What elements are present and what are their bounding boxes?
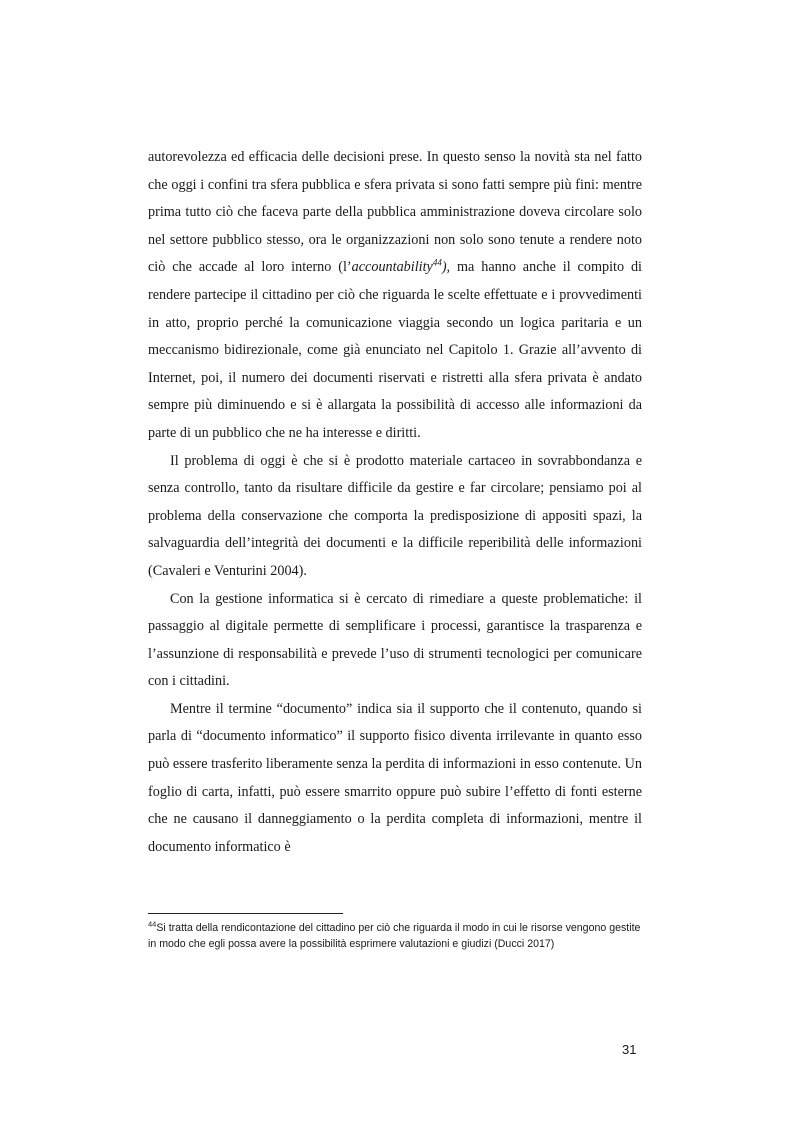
paragraph-1 xyxy=(148,144,642,448)
footnote-divider xyxy=(148,913,343,914)
footnote-number: 44 xyxy=(148,919,157,929)
footnote-reference[interactable]: 44 xyxy=(432,257,442,268)
page-number: 31 xyxy=(622,1042,637,1057)
footnote xyxy=(148,920,642,952)
paragraph-2: Il problema di oggi è che si è prodotto materiale cartaceo in sovrabbondanza e senza controllo, tanto da risultare difficile da gestire e far circolare; pensiamo poi al problema della conservazione che comporta la predisposizione di appositi spazi, la salvaguardia dell’integrità dei documenti e la difficile reperibilità delle informazioni (Cavaleri e Venturini 2004). xyxy=(148,452,642,579)
paragraph-4: Mentre il termine “documento” indica sia il supporto che il contenuto, quando si parla di “documento informatico” il supporto fisico diventa irrilevante in quanto esso può essere trasferito liberamente senza la perdita di informazioni in esso contenute. Un foglio di carta, infatti, può essere smarrito oppure può subire l’effetto di fonti esterne che ne causano il danneggiamento o la perdita completa di informazioni, mentre il documento informatico è xyxy=(148,700,642,855)
paragraph-1-text: autorevolezza ed efficacia delle decisioni prese. In questo senso la novità sta nel fatto che oggi i confini tra sfera pubblica e sfera privata si sono fatti sempre più fini: mentre prima tutto ciò che faceva parte della pubblica amministrazione doveva circolare solo nel settore pubblico stesso, ora le organizzazioni non solo sono tenute a rendere noto ciò che accade al loro interno (l’ xyxy=(148,149,642,276)
accountability-term: accountability$^{44}$), xyxy=(351,257,451,276)
paragraph-1-continuation: ma hanno anche il compito di rendere partecipe il cittadino per ciò che riguarda le scelte effettuate e i provvedimenti in atto, proprio perché la comunicazione viaggia secondo un logica paritaria e un meccanismo bidirezionale, come già enunciato nel Capitolo 1. Grazie all’avvento di Internet, poi, il numero dei documenti riservati e ristretti alla sfera privata è andato sempre più diminuendo e si è allargata la possibilità di accesso alle informazioni da parte di un pubblico che ne ha interesse e diritti. xyxy=(148,259,642,441)
body-text xyxy=(148,144,642,861)
paragraph-3: Con la gestione informatica si è cercato di rimediare a queste problematiche: il passaggio al digitale permette di semplificare i processi, garantisce la trasparenza e l’assunzione di responsabilità e prevede l’uso di strumenti tecnologici per comunicare con i cittadini. xyxy=(148,590,642,690)
footnote-text: Si tratta della rendicontazione del cittadino per ciò che riguarda il modo in cui le risorse vengono gestite in modo che egli possa avere la possibilità esprimere valutazioni e giudizi (Ducci 2017) xyxy=(148,922,641,950)
